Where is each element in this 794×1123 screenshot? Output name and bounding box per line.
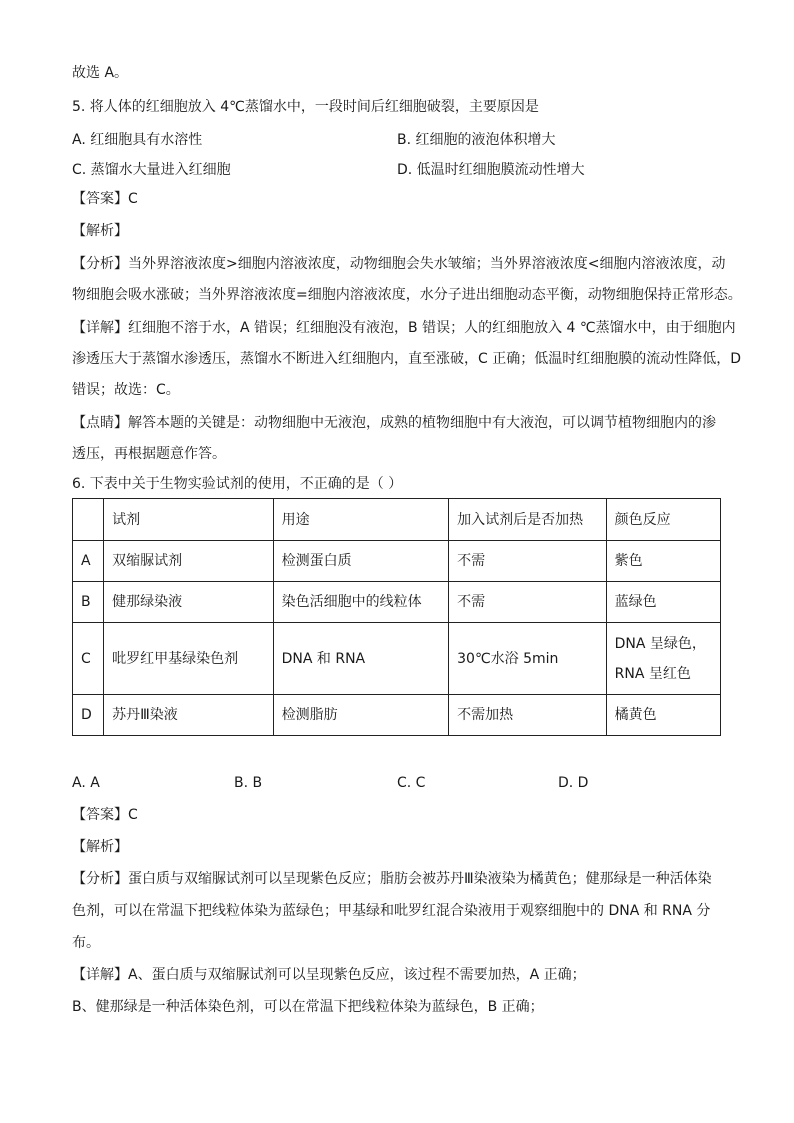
q5-analysis-heading: 【解析】 [72,223,128,239]
table-row [73,582,721,623]
table-cell: DNA 和 RNA [273,623,449,695]
q6-option-d: D. D [558,775,589,791]
question-6-stem: 6. 下表中关于生物实验试剂的使用，不正确的是（ ） [72,476,403,492]
q5-option-b: B. 红细胞的液泡体积增大 [397,132,556,148]
table-cell: 不需加热 [449,695,606,736]
table-cell: 苏丹Ⅲ染液 [104,695,274,736]
q5-detail-text: 错误；故选：C。 [72,382,180,398]
question-5-stem: 5. 将人体的红细胞放入 4℃蒸馏水中，一段时间后红细胞破裂，主要原因是 [72,99,539,115]
q5-option-c: C. 蒸馏水大量进入红细胞 [72,162,231,178]
table-header-row [73,499,721,541]
q6-detail-text: B、健那绿是一种活体染色剂，可以在常温下把线粒体染为蓝绿色，B 正确； [72,999,544,1015]
q6-analysis-text: 色剂，可以在常温下把线粒体染为蓝绿色；甲基绿和吡罗红混合染液用于观察细胞中的 DNA 和 RNA 分 [72,903,711,919]
q5-detail-text: 渗透压大于蒸馏水渗透压，蒸馏水不断进入红细胞内，直至涨破，C 正确；低温时红细胞膜的流动性降低，D [72,351,742,367]
table-cell: 紫色 [606,541,720,582]
table-cell-line: DNA 呈绿色， [614,635,706,652]
table-cell: 不需 [449,541,606,582]
table-row [73,541,721,582]
table-cell: 30℃水浴 5min [449,623,606,695]
table-header-cell: 试剂 [104,499,274,541]
table-cell: 橘黄色 [606,695,720,736]
q6-analysis-text: 布。 [72,935,100,951]
table-cell: 健那绿染液 [104,582,274,623]
q6-option-c: C. C [397,775,426,791]
q5-tip-text: 透压，再根据题意作答。 [72,446,226,462]
q5-detail-text: 【详解】红细胞不溶于水，A 错误；红细胞没有液泡，B 错误；人的红细胞放入 4 ℃蒸馏水中，由于细胞内 [72,320,736,336]
q6-detail-text: 【详解】A、蛋白质与双缩脲试剂可以呈现紫色反应，该过程不需要加热，A 正确； [72,967,586,983]
table-cell: 染色活细胞中的线粒体 [273,582,449,623]
table-cell: B [73,582,104,623]
table-cell [73,499,104,541]
q5-tip-text: 【点睛】解答本题的关键是：动物细胞中无液泡，成熟的植物细胞中有大液泡，可以调节植物细胞内的渗 [72,415,716,431]
table-row [73,623,721,695]
table-cell: 检测蛋白质 [273,541,449,582]
table-cell: A [73,541,104,582]
table-cell-line: RNA 呈红色 [614,665,691,682]
table-cell: 检测脂肪 [273,695,449,736]
table-cell [606,623,720,695]
q6-option-a: A. A [72,775,100,791]
table-header-cell: 颜色反应 [606,499,720,541]
q5-analysis-text: 物细胞会吸水涨破；当外界溶液浓度=细胞内溶液浓度，水分子进出细胞动态平衡，动物细胞保持正常形态。 [72,287,742,303]
q5-answer: 【答案】C [72,191,138,207]
q6-answer: 【答案】C [72,807,138,823]
table-row [73,695,721,736]
q5-option-a: A. 红细胞具有水溶性 [72,132,203,148]
reagent-table [72,498,721,736]
q6-option-b: B. B [234,775,263,791]
table-header-cell: 加入试剂后是否加热 [449,499,606,541]
table-header-cell: 用途 [273,499,449,541]
q6-analysis-heading: 【解析】 [72,839,128,855]
table-cell: C [73,623,104,695]
q5-analysis-text: 【分析】当外界溶液浓度>细胞内溶液浓度，动物细胞会失水皱缩；当外界溶液浓度<细胞内溶液浓度，动 [72,256,726,272]
table-cell: D [73,695,104,736]
q5-option-d: D. 低温时红细胞膜流动性增大 [397,162,585,178]
table-cell: 吡罗红甲基绿染色剂 [104,623,274,695]
text-line: 故选 A。 [72,65,129,81]
q6-analysis-text: 【分析】蛋白质与双缩脲试剂可以呈现紫色反应；脂肪会被苏丹Ⅲ染液染为橘黄色；健那绿是一种活体染 [72,871,712,887]
table-cell: 双缩脲试剂 [104,541,274,582]
table-cell: 不需 [449,582,606,623]
table-cell: 蓝绿色 [606,582,720,623]
